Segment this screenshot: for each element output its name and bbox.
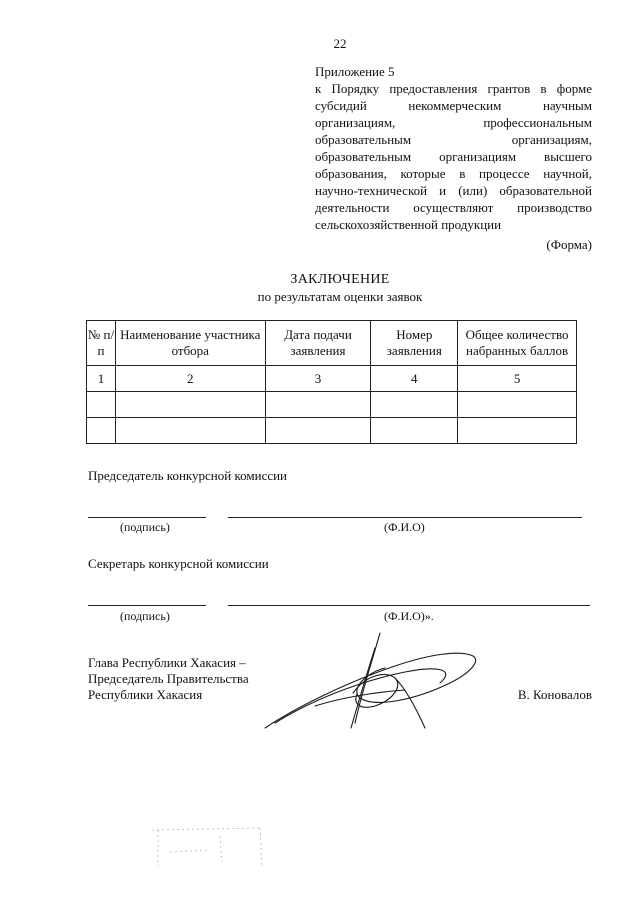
document-subtitle: по результатам оценки заявок (257, 289, 423, 304)
chair-signature-caption: (подпись) (120, 520, 170, 534)
secretary-signature-line (88, 605, 206, 606)
chair-label: Председатель конкурсной комиссии (88, 468, 288, 483)
table-cell: 4 (371, 366, 458, 392)
table-cell (265, 418, 371, 444)
table-cell (115, 418, 265, 444)
head-title-line: Председатель Правительства (88, 671, 249, 686)
appendix-title: Приложение 5 (315, 64, 395, 79)
chair-name-line (228, 517, 582, 518)
table-cell: 2 (115, 366, 265, 392)
table-cell (115, 392, 265, 418)
table-cell: 3 (265, 366, 371, 392)
header-total-score: Общее количество набранных баллов (458, 321, 577, 366)
page-number: 22 (333, 36, 347, 51)
table-cell (265, 392, 371, 418)
secretary-label: Секретарь конкурсной комиссии (88, 556, 269, 571)
chair-name-caption: (Ф.И.О) (384, 520, 425, 534)
table-cell (87, 392, 116, 418)
handwritten-signature (255, 628, 485, 738)
table-cell (371, 392, 458, 418)
table-cell (87, 418, 116, 444)
table-cell: 5 (458, 366, 577, 392)
head-title-block (88, 655, 249, 703)
head-title-line: Глава Республики Хакасия – (88, 655, 246, 670)
table-numbering-row (87, 366, 577, 392)
header-participant-name: Наименование участника отбора (115, 321, 265, 366)
head-name: В. Коновалов (517, 687, 592, 702)
header-application-number: Номер заявления (371, 321, 458, 366)
header-submission-date: Дата подачи заявления (265, 321, 371, 366)
header-number: № п/п (87, 321, 116, 366)
table-row (87, 418, 577, 444)
secretary-signature-caption: (подпись) (120, 609, 170, 623)
table-row (87, 392, 577, 418)
table-cell: 1 (87, 366, 116, 392)
head-title-line: Республики Хакасия (88, 687, 203, 702)
results-table (86, 320, 577, 444)
table-header-row (87, 321, 577, 366)
appendix-text: к Порядку предоставления грантов в форме субсидий некоммерческим научным организациям, профессиональным образовательным организациям, образовательным организациям высшего образования, которые в процессе научной, научно-технической и (или) образовательной деятельности осуществляют производство сельскохозяйственной продукции (315, 81, 592, 232)
table-cell (458, 418, 577, 444)
secretary-name-line (228, 605, 590, 606)
chair-signature-line (88, 517, 206, 518)
table-cell (458, 392, 577, 418)
document-title: ЗАКЛЮЧЕНИЕ (290, 272, 390, 287)
table-cell (371, 418, 458, 444)
form-note: (Форма) (546, 237, 592, 252)
faint-stamp-mark (150, 822, 270, 872)
secretary-name-caption: (Ф.И.О)». (384, 609, 434, 623)
